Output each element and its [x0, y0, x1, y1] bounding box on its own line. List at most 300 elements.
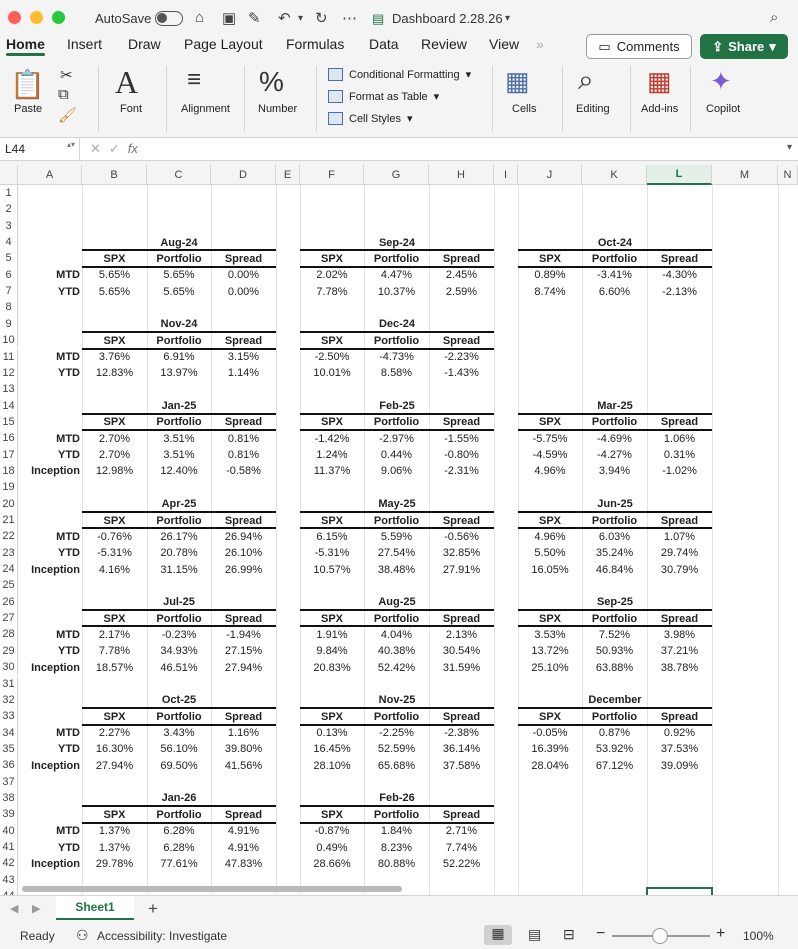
value-cell[interactable]: 32.85%: [442, 547, 481, 560]
block-column-header[interactable]: Spread: [660, 252, 699, 265]
value-cell[interactable]: -0.87%: [314, 825, 350, 838]
block-column-header[interactable]: Spread: [660, 416, 699, 429]
value-cell[interactable]: 8.58%: [380, 367, 413, 380]
value-cell[interactable]: 50.93%: [595, 645, 634, 658]
value-cell[interactable]: -2.13%: [662, 285, 697, 298]
more-tabs-icon[interactable]: »: [536, 36, 544, 52]
row-header-27[interactable]: 27: [0, 610, 18, 626]
block-column-header[interactable]: Spread: [224, 808, 263, 821]
value-cell[interactable]: 5.65%: [98, 269, 131, 282]
value-cell[interactable]: -2.23%: [444, 351, 479, 363]
value-cell[interactable]: 25.10%: [531, 661, 569, 674]
copilot-icon[interactable]: ✦: [710, 66, 732, 96]
column-header-C[interactable]: C: [147, 165, 211, 185]
value-cell[interactable]: 2.70%: [98, 449, 131, 462]
formula-input[interactable]: [180, 138, 770, 160]
block-column-header[interactable]: Spread: [224, 514, 263, 527]
value-cell[interactable]: 2.27%: [98, 727, 131, 740]
row-header-4[interactable]: 4: [0, 234, 18, 250]
zoom-window-button[interactable]: [52, 11, 65, 24]
value-cell[interactable]: 41.56%: [224, 759, 263, 772]
value-cell[interactable]: 37.53%: [660, 743, 699, 756]
block-title[interactable]: Jan-26: [161, 792, 197, 805]
column-header-B[interactable]: B: [82, 165, 147, 185]
block-column-header[interactable]: Portfolio: [591, 612, 638, 625]
block-column-header[interactable]: Portfolio: [156, 334, 202, 347]
format-painter-icon[interactable]: 🖌: [58, 107, 78, 124]
row-label[interactable]: YTD: [58, 841, 80, 854]
block-column-header[interactable]: SPX: [103, 334, 126, 347]
value-cell[interactable]: -0.23%: [161, 628, 197, 641]
value-cell[interactable]: 1.84%: [380, 825, 413, 838]
block-column-header[interactable]: SPX: [538, 252, 561, 265]
row-header-23[interactable]: 23: [0, 545, 18, 561]
comments-button[interactable]: [586, 34, 692, 59]
value-cell[interactable]: -1.42%: [314, 432, 350, 445]
home-icon[interactable]: ⌂: [195, 9, 205, 26]
value-cell[interactable]: 2.02%: [316, 269, 348, 282]
row-label[interactable]: MTD: [56, 628, 80, 641]
value-cell[interactable]: -4.69%: [597, 432, 632, 445]
block-column-header[interactable]: Portfolio: [156, 416, 202, 429]
column-header-K[interactable]: K: [582, 165, 647, 185]
value-cell[interactable]: 26.17%: [160, 530, 198, 543]
value-cell[interactable]: 0.92%: [663, 727, 696, 740]
value-cell[interactable]: -1.94%: [226, 628, 261, 641]
normal-view-icon[interactable]: ▦: [484, 925, 512, 945]
value-cell[interactable]: 2.17%: [98, 628, 131, 641]
row-header-25[interactable]: 25: [0, 577, 18, 593]
block-column-header[interactable]: Spread: [442, 334, 481, 347]
value-cell[interactable]: 46.84%: [595, 563, 634, 576]
value-cell[interactable]: 2.13%: [445, 628, 478, 641]
block-column-header[interactable]: SPX: [320, 252, 343, 265]
row-label[interactable]: MTD: [56, 269, 80, 282]
value-cell[interactable]: 16.45%: [313, 743, 351, 756]
value-cell[interactable]: 0.81%: [227, 449, 260, 462]
row-label[interactable]: YTD: [58, 449, 80, 462]
block-column-header[interactable]: Portfolio: [373, 334, 420, 347]
column-header-I[interactable]: I: [494, 165, 518, 185]
value-cell[interactable]: 3.51%: [163, 449, 195, 462]
column-header-L[interactable]: L: [647, 165, 712, 185]
row-label[interactable]: Inception: [31, 759, 80, 772]
block-column-header[interactable]: Spread: [660, 514, 699, 527]
block-column-header[interactable]: Spread: [442, 416, 481, 429]
value-cell[interactable]: 52.42%: [377, 661, 416, 674]
column-header-M[interactable]: M: [712, 165, 778, 185]
number-percent-icon[interactable]: %: [259, 66, 284, 97]
undo-icon[interactable]: ↶: [278, 10, 291, 27]
value-cell[interactable]: 6.28%: [163, 841, 195, 854]
value-cell[interactable]: 4.96%: [534, 465, 566, 478]
value-cell[interactable]: 27.94%: [224, 661, 263, 674]
block-column-header[interactable]: Portfolio: [591, 710, 638, 723]
value-cell[interactable]: 27.54%: [377, 547, 416, 560]
block-column-header[interactable]: Spread: [224, 416, 263, 429]
row-header-14[interactable]: 14: [0, 398, 18, 414]
value-cell[interactable]: 0.89%: [534, 269, 566, 282]
value-cell[interactable]: 9.06%: [380, 465, 413, 478]
value-cell[interactable]: -2.97%: [379, 432, 414, 445]
font-icon[interactable]: A: [115, 64, 139, 100]
block-title[interactable]: May-25: [378, 498, 416, 511]
block-column-header[interactable]: Portfolio: [156, 612, 202, 625]
tab-view[interactable]: View: [489, 36, 520, 52]
value-cell[interactable]: 1.07%: [663, 530, 696, 543]
undo-dropdown-icon[interactable]: ▾: [298, 13, 304, 24]
value-cell[interactable]: 1.06%: [663, 432, 696, 445]
value-cell[interactable]: 52.22%: [442, 857, 481, 870]
number-label[interactable]: Number: [258, 103, 298, 115]
name-box[interactable]: L44 ▴▾: [0, 138, 80, 160]
cells-label[interactable]: Cells: [512, 103, 537, 115]
block-column-header[interactable]: SPX: [103, 808, 126, 821]
value-cell[interactable]: 12.83%: [95, 367, 134, 380]
next-sheet-icon[interactable]: ▶: [32, 903, 41, 915]
value-cell[interactable]: 39.09%: [660, 759, 699, 772]
value-cell[interactable]: 28.10%: [313, 759, 351, 772]
value-cell[interactable]: -2.50%: [314, 351, 350, 363]
value-cell[interactable]: -2.31%: [444, 465, 479, 478]
value-cell[interactable]: 4.04%: [380, 628, 413, 641]
row-header-37[interactable]: 37: [0, 774, 18, 790]
value-cell[interactable]: 52.59%: [377, 743, 416, 756]
value-cell[interactable]: 56.10%: [160, 743, 198, 756]
block-column-header[interactable]: Portfolio: [373, 808, 420, 821]
page-break-view-icon[interactable]: ⊟: [563, 926, 575, 942]
row-header-19[interactable]: 19: [0, 479, 18, 495]
row-header-3[interactable]: 3: [0, 218, 18, 234]
row-label[interactable]: YTD: [58, 285, 80, 298]
row-header-6[interactable]: 6: [0, 267, 18, 283]
value-cell[interactable]: 1.16%: [227, 727, 260, 740]
block-column-header[interactable]: SPX: [320, 514, 343, 527]
prev-sheet-icon[interactable]: ◀: [10, 903, 19, 915]
row-label[interactable]: MTD: [56, 530, 80, 543]
row-header-21[interactable]: 21: [0, 512, 18, 528]
value-cell[interactable]: 5.59%: [380, 530, 413, 543]
row-label[interactable]: Inception: [31, 857, 80, 870]
value-cell[interactable]: 9.84%: [316, 645, 348, 658]
value-cell[interactable]: 0.87%: [598, 727, 631, 740]
redo-icon[interactable]: ↻: [315, 10, 328, 27]
paste-icon[interactable]: 📋: [10, 69, 45, 100]
row-header-34[interactable]: 34: [0, 725, 18, 741]
value-cell[interactable]: 0.00%: [227, 285, 260, 298]
value-cell[interactable]: 3.76%: [98, 351, 131, 363]
value-cell[interactable]: 8.23%: [380, 841, 413, 854]
spreadsheet-grid[interactable]: [0, 165, 798, 895]
row-header-16[interactable]: 16: [0, 430, 18, 446]
row-header-12[interactable]: 12: [0, 365, 18, 381]
value-cell[interactable]: -4.27%: [597, 449, 632, 462]
row-header-41[interactable]: 41: [0, 839, 18, 855]
value-cell[interactable]: 5.65%: [163, 269, 195, 282]
value-cell[interactable]: 1.14%: [227, 367, 260, 380]
block-title[interactable]: Mar-25: [597, 400, 633, 413]
minimize-window-button[interactable]: [30, 11, 43, 24]
editing-search-icon[interactable]: ⌕: [578, 64, 594, 95]
block-column-header[interactable]: Spread: [224, 612, 263, 625]
row-header-17[interactable]: 17: [0, 447, 18, 463]
row-header-8[interactable]: 8: [0, 299, 18, 315]
block-column-header[interactable]: SPX: [103, 514, 126, 527]
value-cell[interactable]: 12.98%: [95, 465, 134, 478]
block-title[interactable]: December: [588, 694, 642, 707]
value-cell[interactable]: 26.10%: [224, 547, 263, 560]
value-cell[interactable]: 37.58%: [442, 759, 481, 772]
block-column-header[interactable]: Portfolio: [156, 252, 202, 265]
value-cell[interactable]: 38.78%: [660, 661, 699, 674]
row-header-24[interactable]: 24: [0, 561, 18, 577]
value-cell[interactable]: 26.99%: [224, 563, 263, 576]
block-column-header[interactable]: Portfolio: [591, 514, 638, 527]
value-cell[interactable]: 0.31%: [663, 449, 696, 462]
value-cell[interactable]: 1.37%: [98, 841, 131, 854]
value-cell[interactable]: 4.91%: [227, 825, 260, 838]
value-cell[interactable]: 38.48%: [377, 563, 416, 576]
document-title[interactable]: Dashboard 2.28.26: [392, 11, 503, 26]
value-cell[interactable]: 1.24%: [316, 449, 348, 462]
value-cell[interactable]: -4.59%: [532, 449, 568, 462]
value-cell[interactable]: -0.05%: [532, 727, 568, 740]
block-column-header[interactable]: Spread: [442, 514, 481, 527]
row-header-20[interactable]: 20: [0, 496, 18, 512]
block-column-header[interactable]: Portfolio: [373, 612, 420, 625]
value-cell[interactable]: 69.50%: [160, 759, 198, 772]
copilot-label[interactable]: Copilot: [706, 103, 741, 115]
tab-insert[interactable]: Insert: [67, 36, 103, 52]
block-column-header[interactable]: Portfolio: [373, 514, 420, 527]
value-cell[interactable]: 65.68%: [377, 759, 416, 772]
row-label[interactable]: YTD: [58, 645, 80, 658]
row-header-39[interactable]: 39: [0, 806, 18, 822]
value-cell[interactable]: 7.74%: [445, 841, 478, 854]
row-label[interactable]: YTD: [58, 367, 80, 380]
accessibility-icon[interactable]: ⚇: [76, 927, 89, 943]
value-cell[interactable]: 16.39%: [531, 743, 569, 756]
block-title[interactable]: Dec-24: [378, 318, 416, 331]
value-cell[interactable]: 10.01%: [313, 367, 351, 380]
block-title[interactable]: Oct-25: [161, 694, 197, 707]
value-cell[interactable]: -1.55%: [444, 432, 479, 445]
block-column-header[interactable]: SPX: [538, 416, 561, 429]
more-icon[interactable]: ⋯: [342, 10, 357, 27]
tab-page-layout[interactable]: Page Layout: [184, 36, 263, 52]
editing-label[interactable]: Editing: [576, 103, 610, 115]
block-column-header[interactable]: Spread: [660, 612, 699, 625]
block-title[interactable]: Jun-25: [597, 498, 633, 511]
value-cell[interactable]: 27.94%: [95, 759, 134, 772]
block-title[interactable]: Aug-25: [378, 596, 416, 609]
row-header-36[interactable]: 36: [0, 757, 18, 773]
close-window-button[interactable]: [8, 11, 21, 24]
alignment-icon[interactable]: ≡: [187, 66, 202, 93]
block-title[interactable]: Apr-25: [161, 498, 197, 511]
search-icon[interactable]: ⌕: [770, 9, 779, 26]
row-header-11[interactable]: 11: [0, 349, 18, 365]
value-cell[interactable]: 1.37%: [98, 825, 131, 838]
row-header-35[interactable]: 35: [0, 741, 18, 757]
add-sheet-icon[interactable]: +: [148, 899, 158, 918]
block-column-header[interactable]: SPX: [320, 808, 343, 821]
tab-formulas[interactable]: Formulas: [286, 36, 345, 52]
row-header-29[interactable]: 29: [0, 643, 18, 659]
cut-icon[interactable]: ✂: [60, 67, 73, 84]
value-cell[interactable]: 34.93%: [160, 645, 198, 658]
cells-icon[interactable]: ▦: [505, 66, 530, 96]
row-header-18[interactable]: 18: [0, 463, 18, 479]
block-title[interactable]: Sep-24: [378, 236, 416, 249]
row-label[interactable]: YTD: [58, 743, 80, 756]
save-icon[interactable]: ▣: [222, 10, 237, 27]
value-cell[interactable]: 6.28%: [163, 825, 195, 838]
block-title[interactable]: Feb-25: [379, 400, 415, 413]
block-column-header[interactable]: SPX: [320, 334, 343, 347]
row-label[interactable]: Inception: [31, 563, 80, 576]
copy-icon[interactable]: ⧉: [58, 86, 69, 103]
block-column-header[interactable]: Spread: [442, 808, 481, 821]
block-column-header[interactable]: SPX: [103, 416, 126, 429]
value-cell[interactable]: 10.57%: [313, 563, 351, 576]
value-cell[interactable]: 47.83%: [224, 857, 263, 870]
block-column-header[interactable]: Portfolio: [156, 710, 202, 723]
value-cell[interactable]: 4.96%: [534, 530, 566, 543]
block-column-header[interactable]: SPX: [320, 416, 343, 429]
value-cell[interactable]: 36.14%: [442, 743, 481, 756]
block-column-header[interactable]: Spread: [442, 710, 481, 723]
value-cell[interactable]: 29.78%: [95, 857, 134, 870]
row-header-5[interactable]: 5: [0, 250, 18, 266]
value-cell[interactable]: 6.91%: [163, 351, 195, 363]
row-header-31[interactable]: 31: [0, 676, 18, 692]
value-cell[interactable]: 7.78%: [316, 285, 348, 298]
share-button[interactable]: [700, 34, 788, 59]
row-header-10[interactable]: 10: [0, 332, 18, 348]
value-cell[interactable]: 0.00%: [227, 269, 260, 282]
title-chevron-icon[interactable]: ▾: [505, 13, 511, 24]
tab-review[interactable]: Review: [421, 36, 467, 52]
row-header-28[interactable]: 28: [0, 626, 18, 642]
row-header-40[interactable]: 40: [0, 823, 18, 839]
page-layout-view-icon[interactable]: ▤: [528, 926, 542, 942]
value-cell[interactable]: 30.54%: [442, 645, 481, 658]
value-cell[interactable]: -1.43%: [444, 367, 479, 380]
block-title[interactable]: Nov-24: [160, 318, 198, 331]
value-cell[interactable]: 13.72%: [531, 645, 569, 658]
value-cell[interactable]: 80.88%: [377, 857, 416, 870]
row-label[interactable]: Inception: [31, 661, 80, 674]
block-column-header[interactable]: Portfolio: [156, 514, 202, 527]
block-column-header[interactable]: Portfolio: [156, 808, 202, 821]
block-column-header[interactable]: SPX: [538, 710, 561, 723]
value-cell[interactable]: 5.65%: [163, 285, 195, 298]
block-column-header[interactable]: Spread: [660, 710, 699, 723]
accessibility-status[interactable]: Accessibility: Investigate: [97, 929, 228, 943]
row-label[interactable]: YTD: [58, 547, 80, 560]
value-cell[interactable]: 11.37%: [313, 465, 351, 478]
row-header-2[interactable]: 2: [0, 201, 18, 217]
row-header-13[interactable]: 13: [0, 381, 18, 397]
value-cell[interactable]: 1.91%: [316, 628, 348, 641]
value-cell[interactable]: 37.21%: [660, 645, 699, 658]
block-column-header[interactable]: Spread: [224, 252, 263, 265]
value-cell[interactable]: -4.30%: [662, 269, 697, 282]
value-cell[interactable]: -4.73%: [379, 351, 414, 363]
value-cell[interactable]: 46.51%: [160, 661, 198, 674]
value-cell[interactable]: -5.31%: [97, 547, 132, 560]
row-header-32[interactable]: 32: [0, 692, 18, 708]
block-column-header[interactable]: Spread: [442, 252, 481, 265]
value-cell[interactable]: -0.76%: [97, 530, 132, 543]
value-cell[interactable]: 5.50%: [534, 547, 566, 560]
value-cell[interactable]: -2.25%: [379, 727, 414, 740]
row-header-42[interactable]: 42: [0, 855, 18, 871]
value-cell[interactable]: 27.91%: [442, 563, 481, 576]
value-cell[interactable]: 20.78%: [160, 547, 198, 560]
row-header-30[interactable]: 30: [0, 659, 18, 675]
column-header-J[interactable]: J: [518, 165, 582, 185]
block-column-header[interactable]: Portfolio: [591, 416, 638, 429]
block-title[interactable]: Oct-24: [597, 236, 633, 249]
value-cell[interactable]: -0.80%: [444, 449, 479, 462]
edit-icon[interactable]: ✎: [248, 10, 261, 27]
value-cell[interactable]: 5.65%: [98, 285, 131, 298]
cell-styles-button[interactable]: Cell Styles ▾: [328, 112, 413, 125]
value-cell[interactable]: 0.81%: [227, 432, 260, 445]
block-title[interactable]: Jul-25: [163, 596, 195, 609]
value-cell[interactable]: 53.92%: [595, 743, 634, 756]
value-cell[interactable]: 0.13%: [316, 727, 348, 740]
value-cell[interactable]: 6.15%: [316, 530, 348, 543]
column-header-G[interactable]: G: [364, 165, 429, 185]
value-cell[interactable]: 6.03%: [598, 530, 631, 543]
value-cell[interactable]: 63.88%: [595, 661, 634, 674]
row-header-9[interactable]: 9: [0, 316, 18, 332]
block-title[interactable]: Sep-25: [596, 596, 634, 609]
row-header-33[interactable]: 33: [0, 708, 18, 724]
value-cell[interactable]: 3.53%: [534, 628, 566, 641]
formula-expand-icon[interactable]: ▾: [786, 142, 792, 153]
value-cell[interactable]: 29.74%: [660, 547, 699, 560]
sheet-tab-sheet1[interactable]: Sheet1: [56, 896, 134, 920]
block-column-header[interactable]: SPX: [538, 514, 561, 527]
row-header-43[interactable]: 43: [0, 872, 18, 888]
block-title[interactable]: Jan-25: [161, 400, 197, 413]
zoom-out-icon[interactable]: −: [596, 925, 606, 942]
value-cell[interactable]: 27.15%: [224, 645, 263, 658]
block-column-header[interactable]: SPX: [538, 612, 561, 625]
value-cell[interactable]: 31.59%: [442, 661, 481, 674]
block-column-header[interactable]: Spread: [442, 612, 481, 625]
zoom-slider-thumb[interactable]: [652, 928, 668, 944]
value-cell[interactable]: 0.49%: [316, 841, 348, 854]
value-cell[interactable]: 4.91%: [227, 841, 260, 854]
block-title[interactable]: Nov-25: [378, 694, 416, 707]
tab-data[interactable]: Data: [369, 36, 399, 52]
row-label[interactable]: MTD: [56, 825, 80, 838]
block-column-header[interactable]: SPX: [103, 612, 126, 625]
conditional-formatting-button[interactable]: Conditional Formatting ▾: [328, 68, 471, 81]
block-column-header[interactable]: SPX: [103, 710, 126, 723]
row-label[interactable]: MTD: [56, 432, 80, 445]
paste-label[interactable]: Paste: [14, 103, 43, 115]
block-title[interactable]: Feb-26: [379, 792, 415, 805]
tab-home[interactable]: Home: [6, 36, 45, 52]
row-header-38[interactable]: 38: [0, 790, 18, 806]
value-cell[interactable]: 39.80%: [224, 743, 263, 756]
